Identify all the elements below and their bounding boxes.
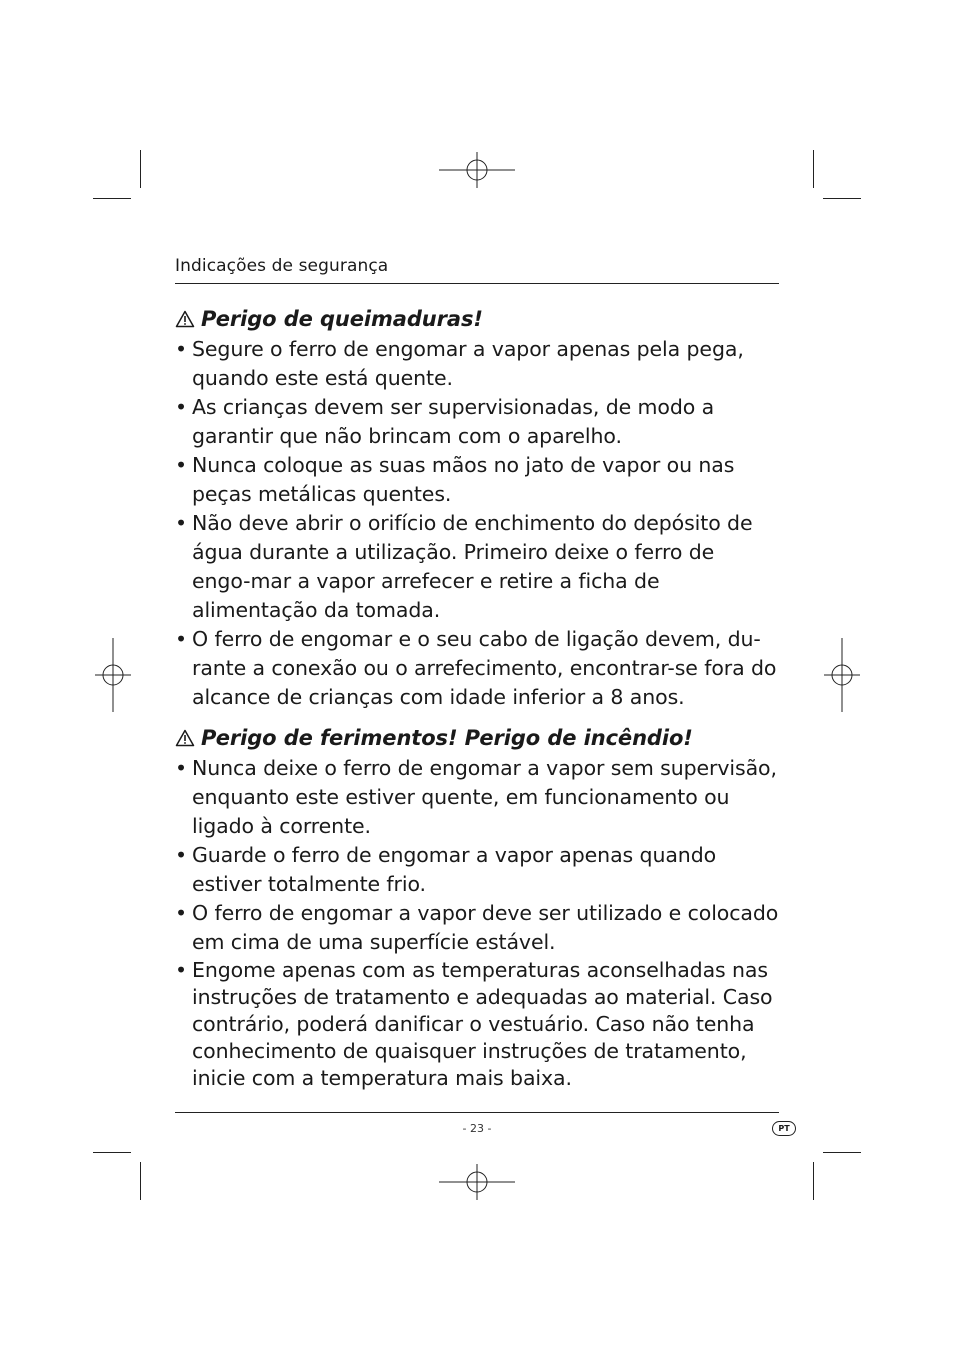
list-item: • O ferro de engomar e o seu cabo de ligação devem, du-rante a conexão ou o arrefecimento, encontrar-se fora do alcance de crianças com idade inferior a 8 anos. xyxy=(175,625,779,712)
section-heading-burns xyxy=(175,303,779,335)
registration-mark-icon xyxy=(437,1162,517,1202)
crop-mark xyxy=(813,150,814,188)
crop-mark xyxy=(813,1162,814,1200)
crop-mark xyxy=(140,1162,141,1200)
section-heading-text: Perigo de ferimentos! Perigo de incêndio! xyxy=(201,726,693,750)
warning-triangle-icon xyxy=(175,729,195,747)
section-heading-injury-fire xyxy=(175,722,779,754)
registration-mark-icon xyxy=(437,150,517,190)
safety-content xyxy=(175,303,779,1092)
list-item: • Nunca coloque as suas mãos no jato de vapor ou nas peças metálicas quentes. xyxy=(175,451,779,509)
language-badge: PT xyxy=(772,1121,796,1136)
registration-mark-icon xyxy=(822,636,862,714)
section-heading-text: Perigo de queimaduras! xyxy=(201,307,483,331)
crop-mark xyxy=(93,198,131,199)
list-item: • O ferro de engomar a vapor deve ser utilizado e colocado em cima de uma superfície estável. xyxy=(175,899,779,957)
page-header-title: Indicações de segurança xyxy=(175,256,389,276)
list-item: • Guarde o ferro de engomar a vapor apenas quando estiver totalmente frio. xyxy=(175,841,779,899)
list-item: • As crianças devem ser supervisionadas, de modo a garantir que não brincam com o aparelho. xyxy=(175,393,779,451)
warning-triangle-icon xyxy=(175,310,195,328)
crop-mark xyxy=(140,150,141,188)
crop-mark xyxy=(93,1152,131,1153)
list-item: • Segure o ferro de engomar a vapor apenas pela pega, quando este está quente. xyxy=(175,335,779,393)
crop-mark xyxy=(823,198,861,199)
registration-mark-icon xyxy=(93,636,133,714)
burns-list xyxy=(175,335,779,712)
list-item: • Nunca deixe o ferro de engomar a vapor sem supervisão, enquanto este estiver quente, em funcionamento ou ligado à corrente. xyxy=(175,754,779,841)
list-item: • Não deve abrir o orifício de enchimento do depósito de água durante a utilização. Primeiro deixe o ferro de engo-mar a vapor arrefecer e retire a ficha de alimentação da tomada. xyxy=(175,509,779,625)
list-item: • Engome apenas com as temperaturas aconselhadas nas instruções de tratamento e adequadas ao material. Caso contrário, poderá danificar o vestuário. Caso não tenha conhecimento de quaisquer instruções de tratamento, inicie com a temperatura mais baixa. xyxy=(175,957,779,1092)
header-divider xyxy=(175,283,779,284)
footer-divider xyxy=(175,1112,779,1113)
injury-fire-list xyxy=(175,754,779,1092)
crop-mark xyxy=(823,1152,861,1153)
page-number: - 23 - xyxy=(462,1122,492,1135)
